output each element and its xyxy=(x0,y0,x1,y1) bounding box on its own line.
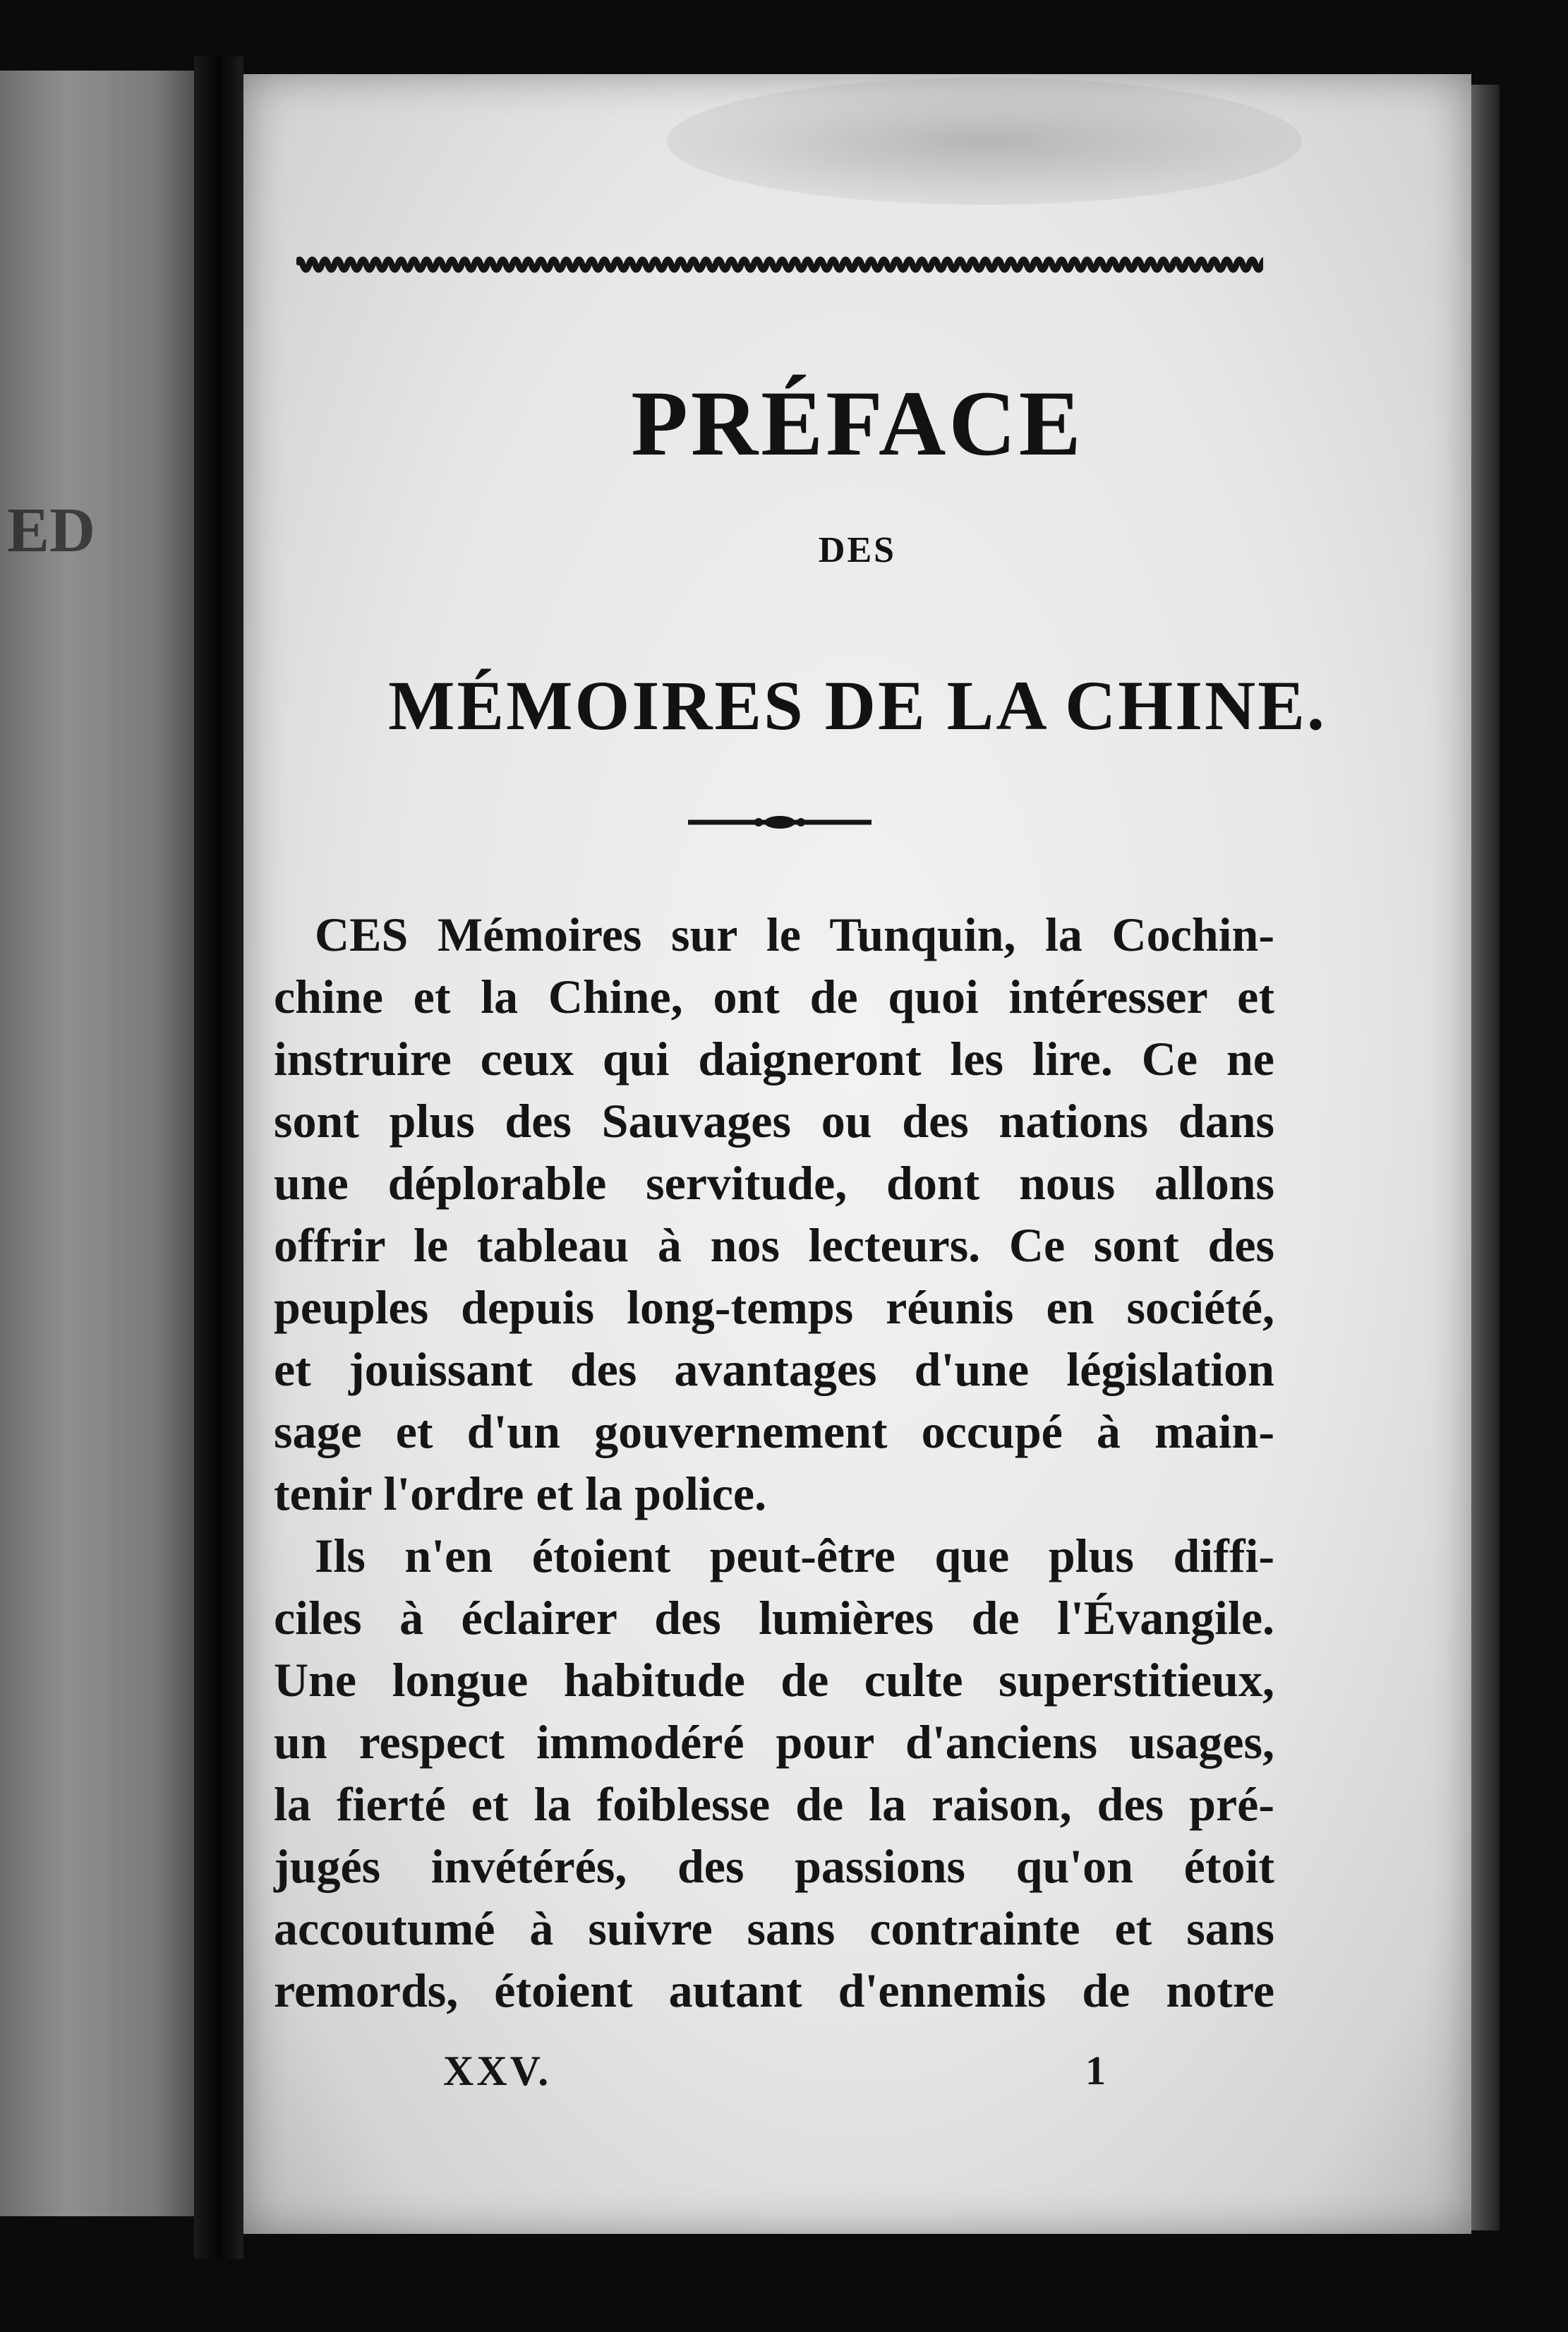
signature-mark: XXV. xyxy=(443,2048,552,2094)
title-connector: DES xyxy=(818,530,897,570)
text-line: Ils n'en étoient peut-être que plus diffi- xyxy=(315,1529,1274,1582)
text-line: ciles à éclairer des lumières de l'Évangile. xyxy=(274,1591,1274,1645)
text-line: accoutumé à suivre sans contrainte et sans xyxy=(274,1901,1274,1955)
book-gutter xyxy=(194,56,243,2259)
page-title: PRÉFACE xyxy=(631,371,1084,475)
preface-body xyxy=(274,903,1274,2021)
text-line: chine et la Chine, ont de quoi intéresser et xyxy=(274,970,1274,1023)
text-line: jugés invétérés, des passions qu'on étoit xyxy=(274,1839,1274,1893)
text-line: une déplorable servitude, dont nous allons xyxy=(274,1156,1274,1210)
paper-stain xyxy=(667,78,1302,205)
decorative-wavy-rule xyxy=(296,251,1263,279)
text-line: un respect immodéré pour d'anciens usages, xyxy=(274,1715,1274,1769)
text-line: sont plus des Sauvages ou des nations dans xyxy=(274,1094,1274,1148)
text-line: instruire ceux qui daigneront les lire. Ce ne xyxy=(274,1032,1274,1086)
text-line: et jouissant des avantages d'une législation xyxy=(274,1342,1274,1396)
text-line: CES Mémoires sur le Tunquin, la Cochin- xyxy=(315,908,1274,961)
sheet-number: 1 xyxy=(1085,2048,1106,2093)
text-line: Une longue habitude de culte superstitieux, xyxy=(274,1653,1274,1707)
text-line: remords, étoient autant d'ennemis de notre xyxy=(274,1964,1274,2017)
ornament-divider xyxy=(688,812,872,833)
text-line: tenir l'ordre et la police. xyxy=(274,1467,767,1520)
text-line: sage et d'un gouvernement occupé à main- xyxy=(274,1405,1274,1458)
page-right-edge xyxy=(1471,85,1500,2230)
text-line: la fierté et la foiblesse de la raison, des pré- xyxy=(274,1777,1274,1831)
previous-page-edge xyxy=(0,71,194,2216)
text-line: peuples depuis long-temps réunis en société, xyxy=(274,1280,1274,1334)
previous-page-fragment: ED xyxy=(7,495,96,565)
title-subject: MÉMOIRES DE LA CHINE. xyxy=(388,666,1327,745)
text-line: offrir le tableau à nos lecteurs. Ce sont des xyxy=(274,1218,1274,1272)
